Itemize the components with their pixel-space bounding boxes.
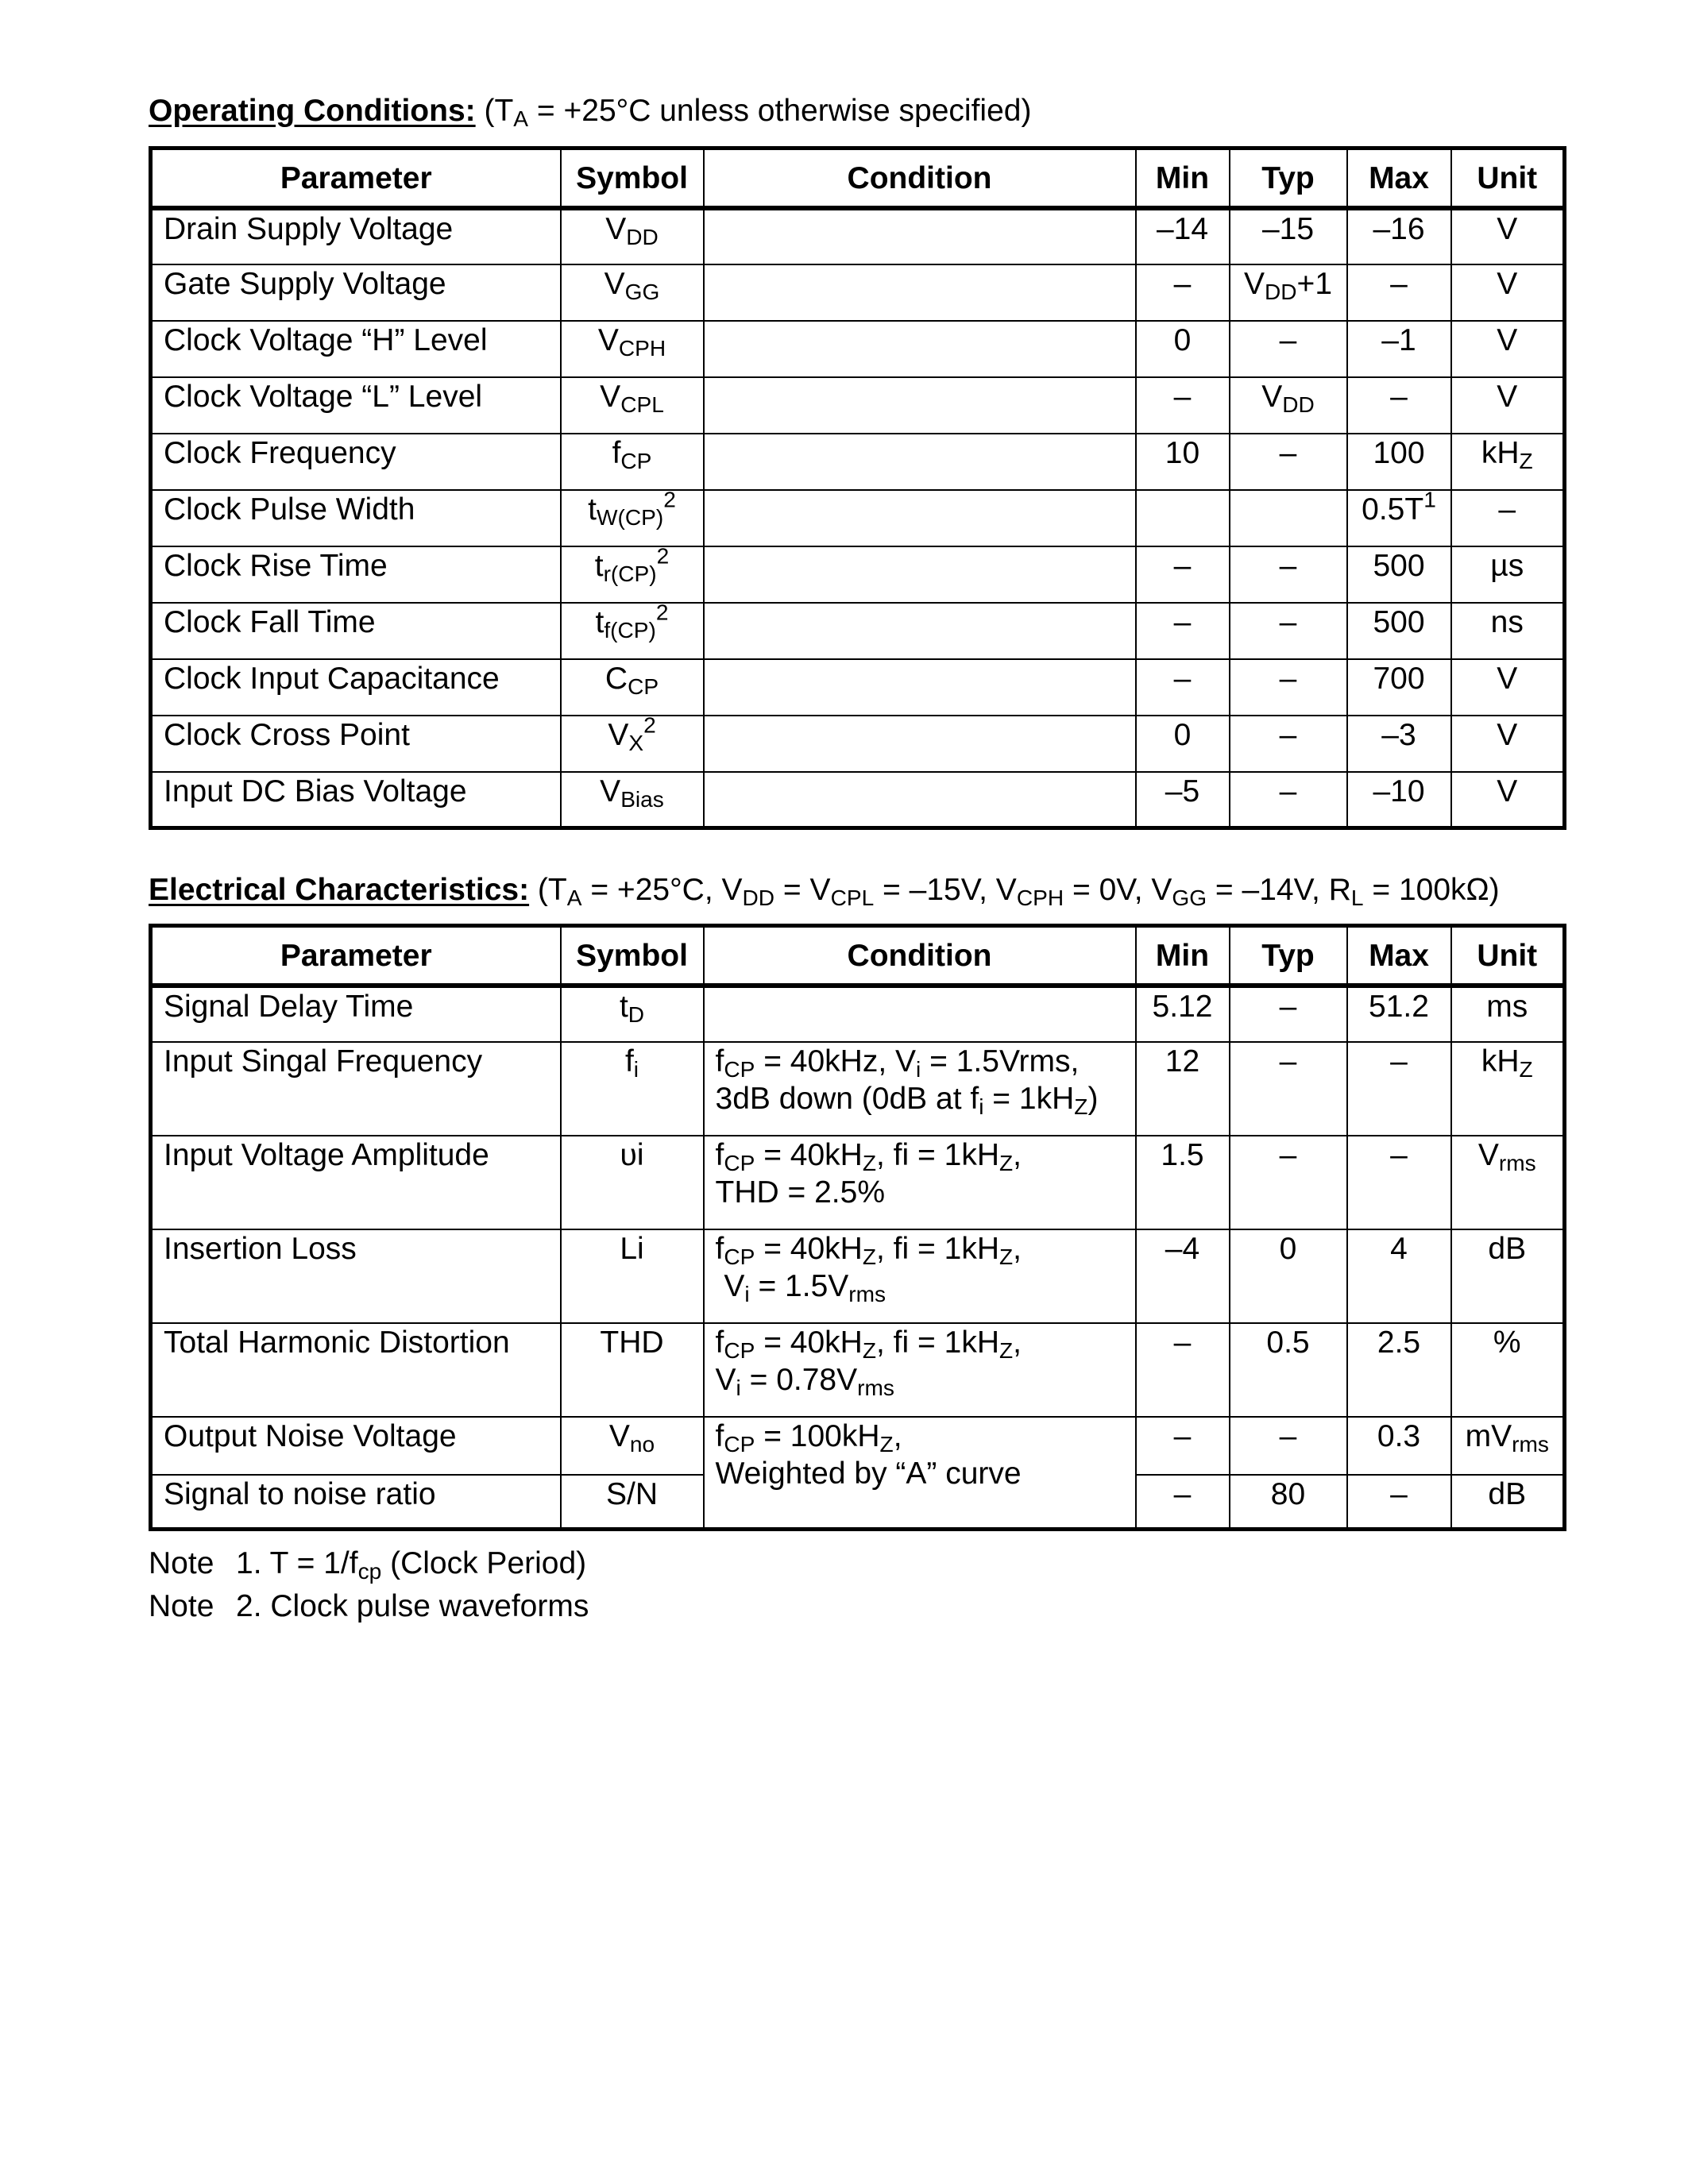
- header-condition: Condition: [704, 926, 1136, 986]
- param-cell: Output Noise Voltage: [151, 1417, 561, 1475]
- param-cell: Insertion Loss: [151, 1229, 561, 1323]
- table-row: [151, 1042, 1565, 1136]
- typ-cell: 0: [1230, 1229, 1347, 1323]
- max-cell: –: [1347, 1475, 1451, 1529]
- param-cell: Input Voltage Amplitude: [151, 1136, 561, 1229]
- param-cell: Clock Fall Time: [151, 603, 561, 659]
- unit-cell: µs: [1451, 546, 1565, 603]
- param-cell: Drain Supply Voltage: [151, 208, 561, 264]
- electrical-characteristics-table: [149, 924, 1566, 1531]
- table-row: [151, 659, 1565, 716]
- typ-cell: –15: [1230, 208, 1347, 264]
- max-cell: –10: [1347, 772, 1451, 828]
- unit-cell: $mV_{rms}$: [1451, 1417, 1565, 1475]
- table-row: [151, 716, 1565, 772]
- min-cell: 0: [1136, 716, 1230, 772]
- table-row: [151, 490, 1565, 546]
- symbol-cell: $t_{f(CP)}^2$: [561, 603, 704, 659]
- min-cell: –14: [1136, 208, 1230, 264]
- max-cell: 4: [1347, 1229, 1451, 1323]
- symbol-cell: $f_{CP}$: [561, 434, 704, 490]
- symbol-cell: $V_{no}$: [561, 1417, 704, 1475]
- max-cell: –: [1347, 1042, 1451, 1136]
- symbol-cell: $C_{CP}$: [561, 659, 704, 716]
- typ-cell: –: [1230, 1136, 1347, 1229]
- max-cell: –: [1347, 264, 1451, 321]
- max-cell: –: [1347, 1136, 1451, 1229]
- table-row: [151, 434, 1565, 490]
- header-parameter: Parameter: [151, 926, 561, 986]
- unit-cell: dB: [1451, 1229, 1565, 1323]
- min-cell: –: [1136, 659, 1230, 716]
- condition-cell: [704, 986, 1136, 1042]
- table-row: [151, 603, 1565, 659]
- max-cell: 500: [1347, 603, 1451, 659]
- param-cell: Clock Voltage “L” Level: [151, 377, 561, 434]
- max-cell: –1: [1347, 321, 1451, 377]
- symbol-cell: $V_{GG}$: [561, 264, 704, 321]
- unit-cell: $V_{rms}$: [1451, 1136, 1565, 1229]
- max-cell: 0.3: [1347, 1417, 1451, 1475]
- condition-cell: $f_{CP} = 40kH_Z$, fi = $1kH_Z$, $V_i = 0.78V_{rms}$: [704, 1323, 1136, 1417]
- min-cell: 1.5: [1136, 1136, 1230, 1229]
- symbol-cell: $V_X^2$: [561, 716, 704, 772]
- table-row: [151, 1136, 1565, 1229]
- unit-cell: V: [1451, 321, 1565, 377]
- param-cell: Clock Frequency: [151, 434, 561, 490]
- header-symbol: Symbol: [561, 149, 704, 209]
- operating-conditions-heading: Operating Conditions: ($T_A = +25^\circ C$ unless otherwise specified): [149, 94, 1032, 132]
- param-cell: Input Singal Frequency: [151, 1042, 561, 1136]
- typ-cell: $V_{DD}$: [1230, 377, 1347, 434]
- table-row: [151, 264, 1565, 321]
- param-cell: Clock Pulse Width: [151, 490, 561, 546]
- max-cell: $0.5T^1$: [1347, 490, 1451, 546]
- operating-conditions-title: Operating Conditions:: [149, 94, 476, 128]
- electrical-characteristics-heading: Electrical Characteristics: ($T_A = +25^\circ C$, $V_{DD} = V_{CPL} = -15V$, $V_{CPH} = 0V$, $V_{GG} = -14V$, $R_L = 100k\Omega$): [149, 873, 1500, 911]
- symbol-cell: Li: [561, 1229, 704, 1323]
- min-cell: –: [1136, 603, 1230, 659]
- min-cell: 5.12: [1136, 986, 1230, 1042]
- unit-cell: –: [1451, 490, 1565, 546]
- unit-cell: ns: [1451, 603, 1565, 659]
- max-cell: 500: [1347, 546, 1451, 603]
- condition-cell: $f_{CP} = 40kH_Z$, fi = $1kH_Z$, $V_i = 1.5V_{rms}$: [704, 1229, 1136, 1323]
- note-2: Note 2. Clock pulse waveforms: [149, 1589, 589, 1623]
- typ-cell: –: [1230, 321, 1347, 377]
- condition-cell: [704, 490, 1136, 546]
- unit-cell: dB: [1451, 1475, 1565, 1529]
- header-unit: Unit: [1451, 149, 1565, 209]
- min-cell: 10: [1136, 434, 1230, 490]
- typ-cell: –: [1230, 1042, 1347, 1136]
- unit-cell: V: [1451, 772, 1565, 828]
- symbol-cell: $V_{CPL}$: [561, 377, 704, 434]
- unit-cell: %: [1451, 1323, 1565, 1417]
- symbol-cell: $f_i$: [561, 1042, 704, 1136]
- table-row: [151, 546, 1565, 603]
- condition-cell: [704, 208, 1136, 264]
- min-cell: 12: [1136, 1042, 1230, 1136]
- typ-cell: –: [1230, 434, 1347, 490]
- symbol-cell: $V_{CPH}$: [561, 321, 704, 377]
- condition-cell: [704, 716, 1136, 772]
- condition-cell: $f_{CP} = 40kH_Z$, fi = $1kH_Z$, THD = 2.5%: [704, 1136, 1136, 1229]
- typ-cell: –: [1230, 772, 1347, 828]
- unit-cell: V: [1451, 208, 1565, 264]
- max-cell: 700: [1347, 659, 1451, 716]
- min-cell: –5: [1136, 772, 1230, 828]
- condition-cell: [704, 772, 1136, 828]
- header-min: Min: [1136, 926, 1230, 986]
- param-cell: Clock Voltage “H” Level: [151, 321, 561, 377]
- condition-cell: $f_{CP} = 100kH_Z$, Weighted by “A” curve: [704, 1417, 1136, 1529]
- table-row: [151, 377, 1565, 434]
- header-parameter: Parameter: [151, 149, 561, 209]
- header-symbol: Symbol: [561, 926, 704, 986]
- min-cell: –: [1136, 1475, 1230, 1529]
- header-typ: Typ: [1230, 926, 1347, 986]
- symbol-cell: $t_{W(CP)}^2$: [561, 490, 704, 546]
- typ-cell: –: [1230, 986, 1347, 1042]
- min-cell: –: [1136, 1323, 1230, 1417]
- unit-cell: V: [1451, 264, 1565, 321]
- param-cell: Clock Input Capacitance: [151, 659, 561, 716]
- max-cell: –3: [1347, 716, 1451, 772]
- unit-cell: V: [1451, 659, 1565, 716]
- typ-cell: –: [1230, 546, 1347, 603]
- typ-cell: 0.5: [1230, 1323, 1347, 1417]
- symbol-cell: $V_{DD}$: [561, 208, 704, 264]
- max-cell: –16: [1347, 208, 1451, 264]
- header-condition: Condition: [704, 149, 1136, 209]
- table-row: [151, 1323, 1565, 1417]
- condition-cell: [704, 264, 1136, 321]
- table-row: [151, 772, 1565, 828]
- operating-conditions-table: [149, 146, 1566, 830]
- max-cell: 2.5: [1347, 1323, 1451, 1417]
- symbol-cell: THD: [561, 1323, 704, 1417]
- header-typ: Typ: [1230, 149, 1347, 209]
- param-cell: Signal to noise ratio: [151, 1475, 561, 1529]
- symbol-cell: $t_D$: [561, 986, 704, 1042]
- typ-cell: –: [1230, 1417, 1347, 1475]
- table-row: [151, 1229, 1565, 1323]
- symbol-cell: $t_{r(CP)}^2$: [561, 546, 704, 603]
- typ-cell: –: [1230, 603, 1347, 659]
- param-cell: Total Harmonic Distortion: [151, 1323, 561, 1417]
- condition-cell: [704, 377, 1136, 434]
- table-row: [151, 321, 1565, 377]
- param-cell: Clock Cross Point: [151, 716, 561, 772]
- unit-cell: $kH_Z$: [1451, 434, 1565, 490]
- symbol-cell: $V_{Bias}$: [561, 772, 704, 828]
- min-cell: 0: [1136, 321, 1230, 377]
- param-cell: Input DC Bias Voltage: [151, 772, 561, 828]
- param-cell: Clock Rise Time: [151, 546, 561, 603]
- table-row: [151, 1417, 1565, 1475]
- condition-cell: [704, 659, 1136, 716]
- min-cell: –: [1136, 377, 1230, 434]
- min-cell: –4: [1136, 1229, 1230, 1323]
- symbol-cell: υi: [561, 1136, 704, 1229]
- header-unit: Unit: [1451, 926, 1565, 986]
- unit-cell: V: [1451, 377, 1565, 434]
- max-cell: 51.2: [1347, 986, 1451, 1042]
- min-cell: –: [1136, 546, 1230, 603]
- max-cell: 100: [1347, 434, 1451, 490]
- table-row: [151, 986, 1565, 1042]
- condition-cell: [704, 546, 1136, 603]
- typ-cell: $V_{DD}+1$: [1230, 264, 1347, 321]
- min-cell: [1136, 490, 1230, 546]
- min-cell: –: [1136, 1417, 1230, 1475]
- condition-cell: $f_{CP} = 40kHz$, $V_i$ = 1.5Vrms, 3dB down (0dB at $f_i = 1kH_Z$): [704, 1042, 1136, 1136]
- unit-cell: $kH_Z$: [1451, 1042, 1565, 1136]
- note-1: Note 1. $T = 1/f_{cp}$ (Clock Period): [149, 1546, 587, 1584]
- typ-cell: 80: [1230, 1475, 1347, 1529]
- min-cell: –: [1136, 264, 1230, 321]
- max-cell: –: [1347, 377, 1451, 434]
- header-min: Min: [1136, 149, 1230, 209]
- unit-cell: ms: [1451, 986, 1565, 1042]
- typ-cell: –: [1230, 659, 1347, 716]
- condition-cell: [704, 434, 1136, 490]
- header-max: Max: [1347, 149, 1451, 209]
- typ-cell: –: [1230, 716, 1347, 772]
- table-header-row: [151, 926, 1565, 986]
- table-header-row: [151, 149, 1565, 209]
- condition-cell: [704, 603, 1136, 659]
- param-cell: Signal Delay Time: [151, 986, 561, 1042]
- header-max: Max: [1347, 926, 1451, 986]
- condition-cell: [704, 321, 1136, 377]
- electrical-characteristics-title: Electrical Characteristics:: [149, 873, 530, 907]
- symbol-cell: S/N: [561, 1475, 704, 1529]
- param-cell: Gate Supply Voltage: [151, 264, 561, 321]
- unit-cell: V: [1451, 716, 1565, 772]
- table-row: [151, 208, 1565, 264]
- typ-cell: [1230, 490, 1347, 546]
